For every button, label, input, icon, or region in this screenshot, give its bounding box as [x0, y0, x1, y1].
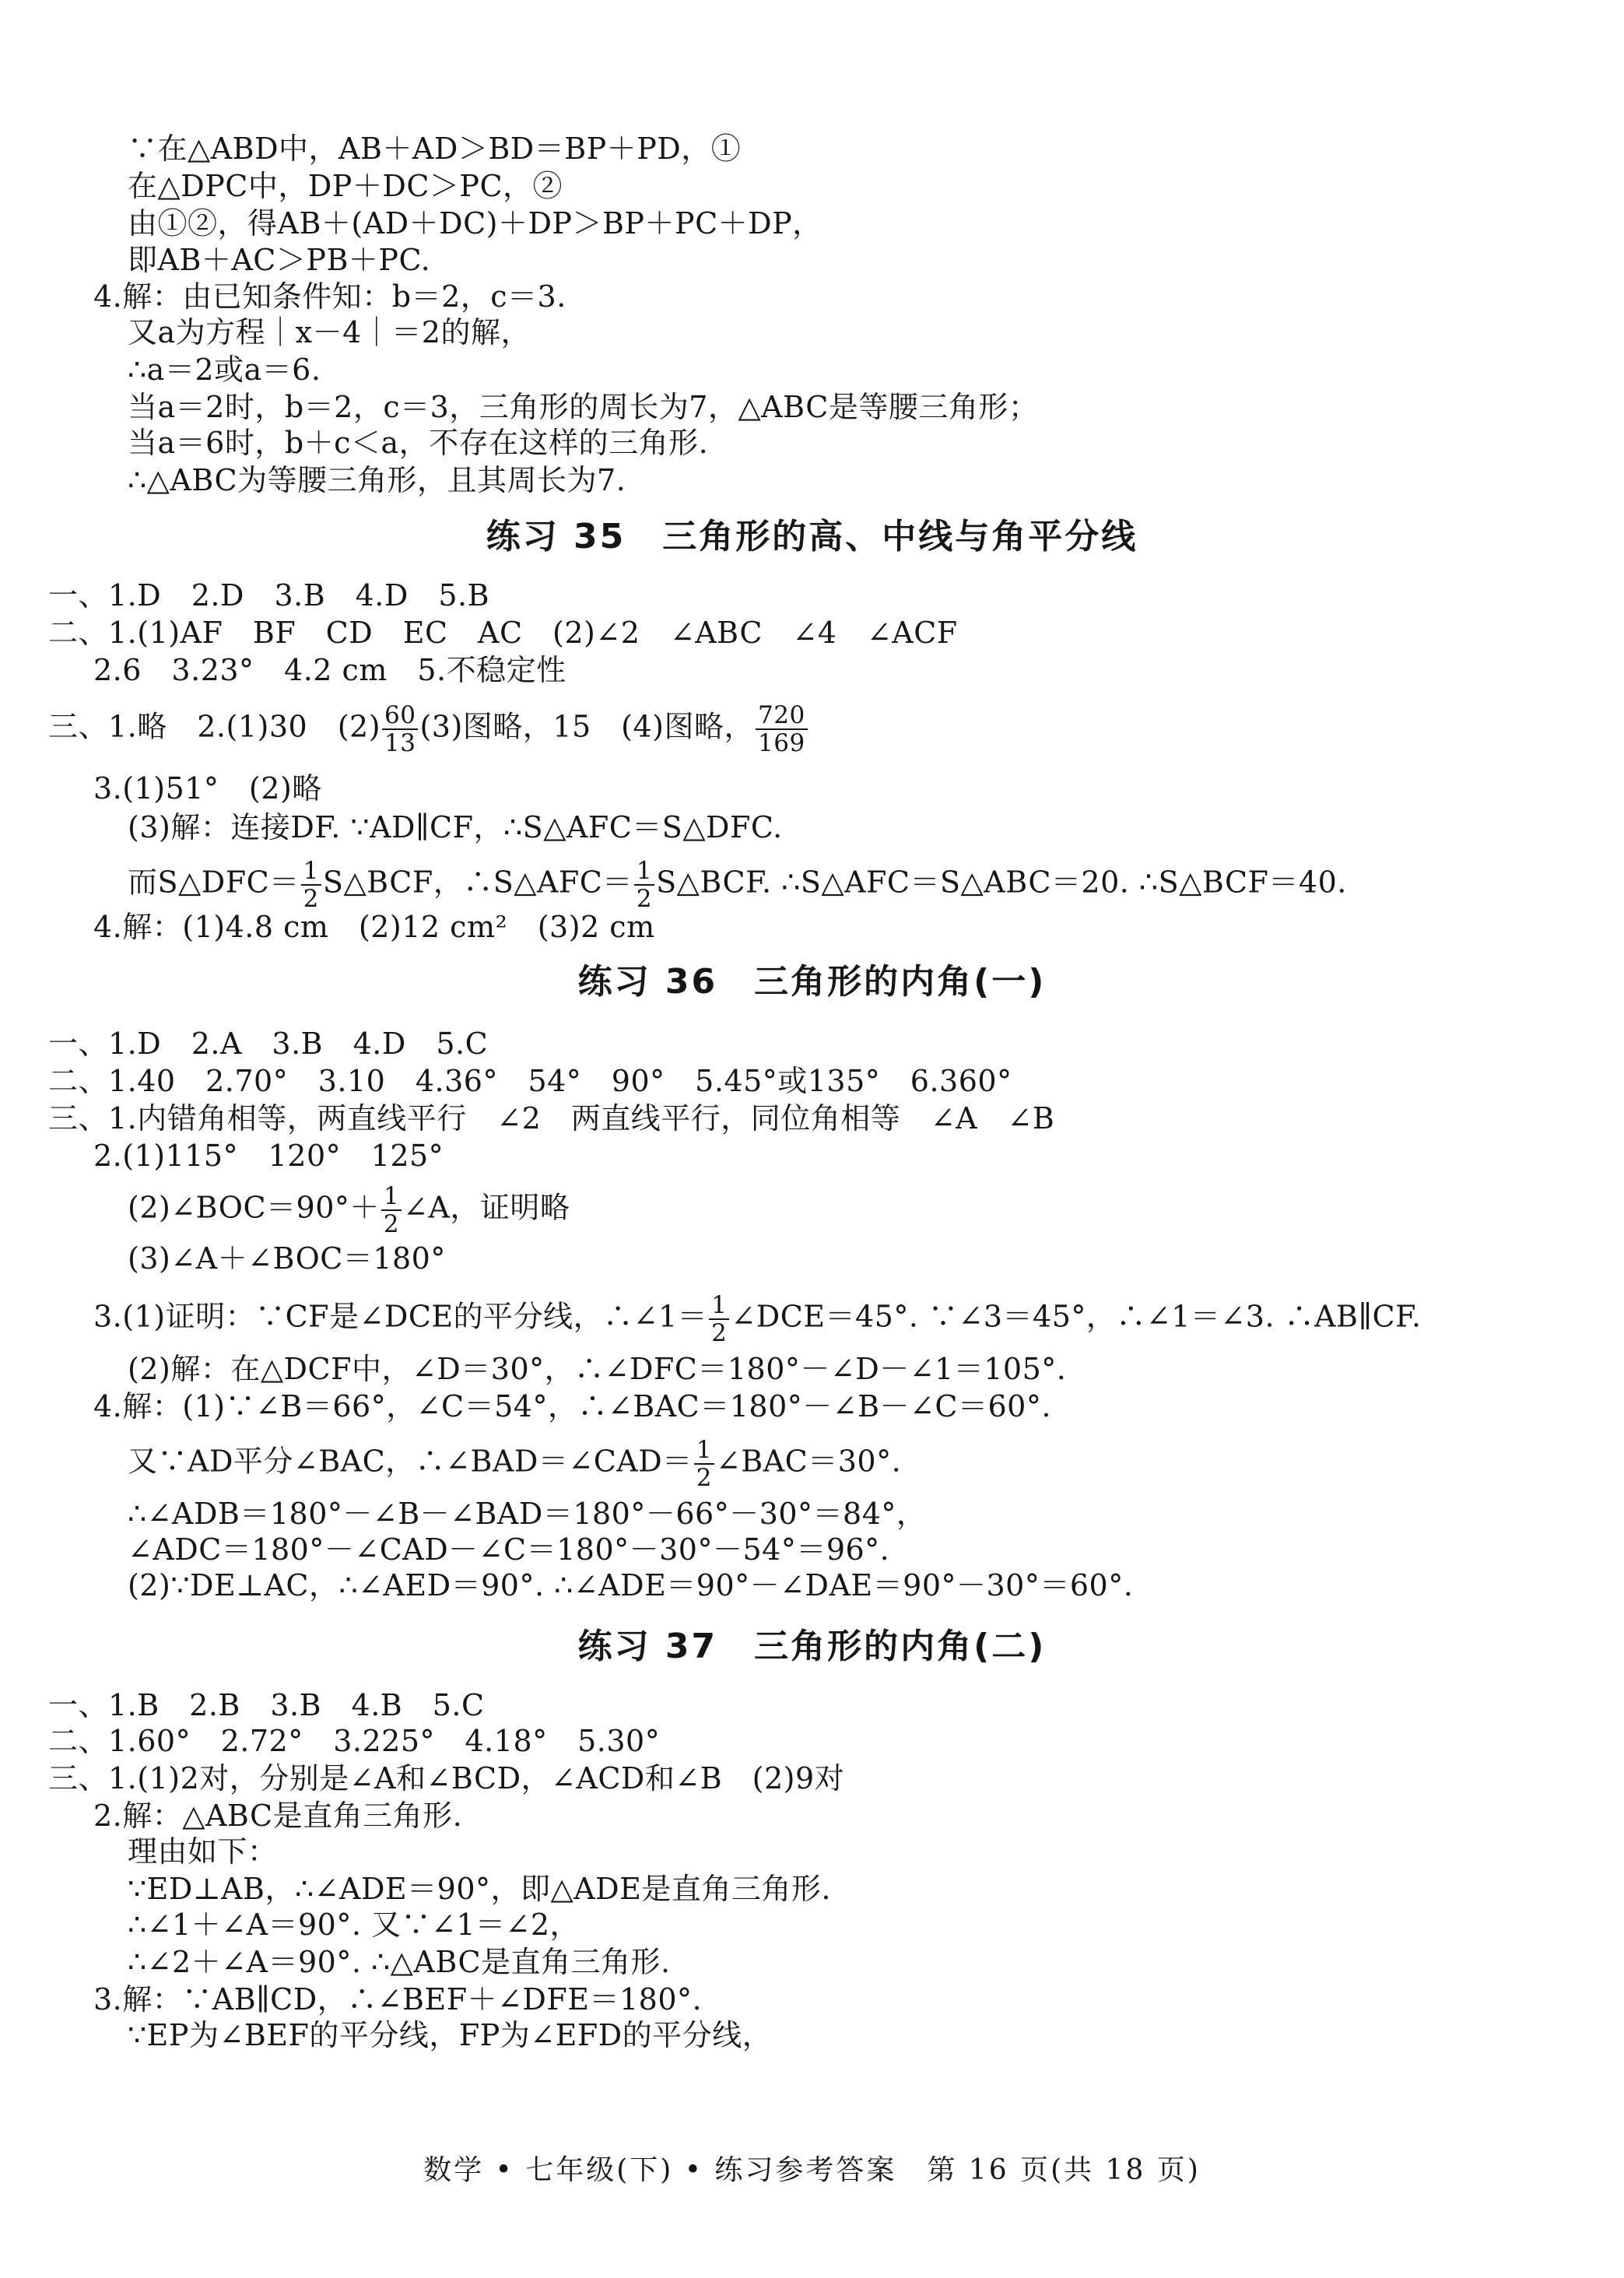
fraction-numerator: 1 — [383, 1182, 400, 1210]
text-segment: (3)图略，15 (4)图略， — [419, 709, 754, 744]
text-line: ∴a＝2或a＝6. — [128, 353, 321, 387]
text-line: ∴△ABC为等腰三角形，且其周长为7. — [128, 463, 626, 497]
text-line: 2.(1)115° 120° 125° — [93, 1139, 444, 1173]
text-segment: 而S△DFC＝ — [128, 865, 300, 900]
text-line — [93, 1292, 1422, 1346]
fraction-denominator: 2 — [381, 1209, 402, 1237]
text-line: (3)∠A＋∠BOC＝180° — [128, 1241, 446, 1276]
text-line — [128, 858, 1347, 912]
fraction — [301, 858, 321, 912]
text-line: 4.解：(1)4.8 cm (2)12 cm² (3)2 cm — [93, 910, 655, 944]
text-line — [128, 1183, 570, 1237]
fraction-denominator: 2 — [301, 884, 321, 912]
text-line — [48, 702, 809, 756]
fraction-denominator: 2 — [694, 1463, 714, 1491]
text-line: 三、1.(1)2对，分别是∠A和∠BCD，∠ACD和∠B (2)9对 — [48, 1761, 845, 1795]
text-segment: 3.(1)证明：∵CF是∠DCE的平分线，∴∠1＝ — [93, 1299, 708, 1334]
text-line: 一、1.B 2.B 3.B 4.B 5.C — [48, 1688, 485, 1722]
text-segment: ∠DCE＝45°. ∵∠3＝45°，∴∠1＝∠3. ∴AB∥CF. — [731, 1299, 1422, 1334]
text-line: ∵ED⊥AB，∴∠ADE＝90°，即△ADE是直角三角形. — [128, 1872, 831, 1906]
text-line: 4.解：(1)∵∠B＝66°，∠C＝54°，∴∠BAC＝180°－∠B－∠C＝60°. — [93, 1389, 1051, 1423]
text-line: 一、1.D 2.D 3.B 4.D 5.B — [48, 578, 490, 612]
text-segment: S△BCF. ∴S△AFC＝S△ABC＝20. ∴S△BCF＝40. — [656, 865, 1347, 900]
text-line: 3.(1)51° (2)略 — [93, 771, 322, 806]
fraction — [381, 1183, 402, 1237]
fraction-numerator: 1 — [711, 1291, 728, 1319]
text-line: 4.解：由已知条件知：b＝2，c＝3. — [93, 279, 566, 314]
text-line: 2.解：△ABC是直角三角形. — [93, 1799, 463, 1833]
text-line: 又a为方程｜x－4｜＝2的解， — [128, 315, 531, 349]
text-line: ∴∠ADB＝180°－∠B－∠BAD＝180°－66°－30°＝84°， — [128, 1497, 927, 1531]
text-line: 当a＝2时，b＝2，c＝3，三角形的周长为7，△ABC是等腰三角形； — [128, 390, 1039, 424]
text-line: 二、1.40 2.70° 3.10 4.36° 54° 90° 5.45°或135° 6.360° — [48, 1064, 1012, 1098]
fraction-numerator: 60 — [384, 701, 416, 729]
text-line: 2.6 3.23° 4.2 cm 5.不稳定性 — [93, 653, 566, 687]
text-segment: 又∵AD平分∠BAC，∴∠BAD＝∠CAD＝ — [128, 1444, 693, 1479]
text-line: ∴∠2＋∠A＝90°. ∴△ABC是直角三角形. — [128, 1945, 671, 1979]
text-line: 二、1.(1)AF BF CD EC AC (2)∠2 ∠ABC ∠4 ∠ACF — [48, 616, 958, 650]
fraction-numerator: 1 — [696, 1436, 712, 1464]
text-line: 三、1.内错角相等，两直线平行 ∠2 两直线平行，同位角相等 ∠A ∠B — [48, 1101, 1055, 1135]
section-title: 练习 35 三角形的高、中线与角平分线 — [486, 517, 1138, 556]
text-segment: ∠BAC＝30°. — [715, 1444, 902, 1479]
fraction-numerator: 1 — [636, 857, 653, 885]
section-title: 练习 36 三角形的内角(一) — [577, 962, 1047, 1002]
text-segment: (2)∠BOC＝90°＋ — [128, 1190, 380, 1225]
text-line: ∠ADC＝180°－∠CAD－∠C＝180°－30°－54°＝96°. — [128, 1532, 890, 1567]
text-line: 一、1.D 2.A 3.B 4.D 5.C — [48, 1027, 489, 1061]
text-line: ∵在△ABD中，AB＋AD＞BD＝BP＋PD，① — [128, 132, 742, 166]
text-segment: S△BCF，∴S△AFC＝ — [322, 865, 633, 900]
text-line: 当a＝6时，b＋c＜a，不存在这样的三角形. — [128, 426, 709, 460]
text-line — [128, 1437, 901, 1491]
fraction-numerator: 720 — [758, 701, 805, 729]
text-segment: ∠A，证明略 — [403, 1190, 570, 1225]
section-title: 练习 37 三角形的内角(二) — [577, 1627, 1047, 1666]
text-line: 3.解：∵AB∥CD，∴∠BEF＋∠DFE＝180°. — [93, 1982, 703, 2017]
fraction — [756, 702, 808, 756]
fraction-denominator: 13 — [382, 728, 418, 756]
fraction — [382, 702, 418, 756]
fraction-denominator: 2 — [634, 884, 654, 912]
fraction — [634, 858, 654, 912]
page-footer: 数学 • 七年级(下) • 练习参考答案 第 16 页(共 18 页) — [423, 2154, 1201, 2186]
text-line: 在△DPC中，DP＋DC＞PC，② — [128, 169, 563, 203]
text-line: 理由如下： — [128, 1834, 278, 1869]
text-line: (2)解：在△DCF中，∠D＝30°，∴∠DFC＝180°－∠D－∠1＝105°. — [128, 1352, 1067, 1386]
text-line: 二、1.60° 2.72° 3.225° 4.18° 5.30° — [48, 1724, 661, 1758]
fraction-denominator: 2 — [709, 1318, 729, 1346]
fraction — [709, 1292, 729, 1346]
text-line: (3)解：连接DF. ∵AD∥CF，∴S△AFC＝S△DFC. — [128, 810, 783, 844]
fraction — [694, 1437, 714, 1491]
text-segment: 三、1.略 2.(1)30 (2) — [48, 709, 381, 744]
text-line: ∴∠1＋∠A＝90°. 又∵∠1＝∠2， — [128, 1908, 581, 1942]
text-line: (2)∵DE⊥AC，∴∠AED＝90°. ∴∠ADE＝90°－∠DAE＝90°－30°＝60°. — [128, 1568, 1134, 1602]
fraction-denominator: 169 — [756, 728, 808, 756]
text-line: ∵EP为∠BEF的平分线，FP为∠EFD的平分线， — [128, 2018, 773, 2052]
fraction-numerator: 1 — [303, 857, 319, 885]
text-line: 即AB＋AC＞PB＋PC. — [128, 243, 431, 277]
text-line: 由①②，得AB＋(AD＋DC)＋DP＞BP＋PC＋DP， — [128, 206, 823, 240]
